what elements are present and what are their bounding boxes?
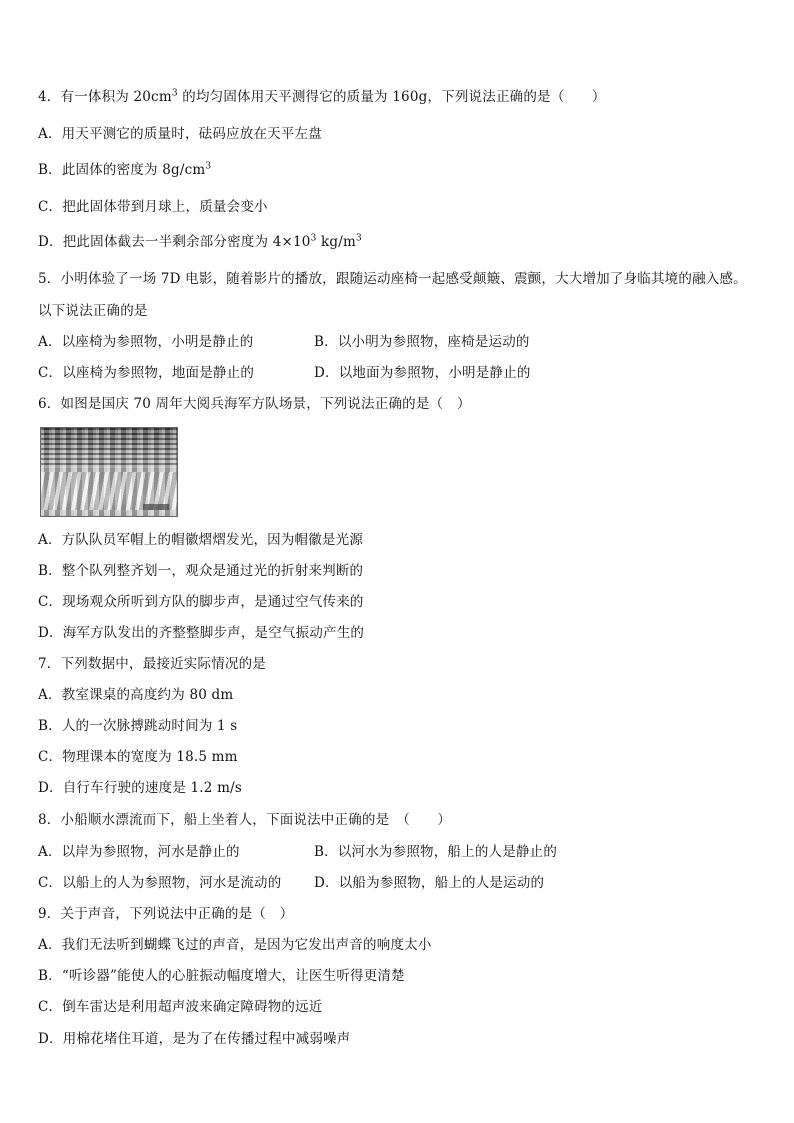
q4-option-d: D．把此固体截去一半剩余部分密度为 $4\times 10^3$ $kg/m^3$ — [38, 233, 362, 250]
q9-option-c: C．倒车雷达是利用超声波来确定障碍物的远近 — [38, 999, 323, 1015]
q8-stem: 8．小船顺水漂流而下，船上坐着人，下面说法中正确的是 （ ） — [38, 812, 452, 828]
q9-stem: 9．关于声音，下列说法中正确的是（ ） — [38, 906, 294, 922]
q7-option-c: C．物理课本的宽度为 18.5 mm — [38, 749, 238, 765]
q6-option-d: D．海军方队发出的齐整整脚步声，是空气振动产生的 — [38, 625, 365, 641]
q8-option-b: B．以河水为参照物，船上的人是静止的 — [314, 844, 558, 860]
q8-option-d: D．以船为参照物，船上的人是运动的 — [314, 875, 545, 891]
q7-option-d: D．自行车行驶的速度是 1.2 m/s — [38, 780, 242, 796]
q5-option-c: C．以座椅为参照物，地面是静止的 — [38, 365, 255, 381]
q4-option-a: A．用天平测它的质量时，砝码应放在天平左盘 — [38, 126, 322, 142]
q5-option-a: A．以座椅为参照物，小明是静止的 — [38, 334, 254, 350]
parade-photo — [40, 427, 178, 517]
q6-option-b: B．整个队列整齐划一，观众是通过光的折射来判断的 — [38, 563, 364, 579]
q8-option-c: C．以船上的人为参照物，河水是流动的 — [38, 875, 282, 891]
q4-stem: 4．有一体积为 $20cm^3$ 的均匀固体用天平测得它的质量为 160g，下列说法正确的是（ ） — [38, 88, 606, 105]
q6-option-a: A．方队队员军帽上的帽徽熠熠发光，因为帽徽是光源 — [38, 532, 364, 548]
q7-option-a: A．教室课桌的高度约为 80 dm — [38, 687, 234, 703]
q8-option-a: A．以岸为参照物，河水是静止的 — [38, 844, 240, 860]
q9-option-b: B．“听诊器”能使人的心脏振动幅度增大，让医生听得更清楚 — [38, 968, 405, 984]
q5-stem-line1: 5．小明体验了一场 7D 电影，随着影片的播放，跟随运动座椅一起感受颠簸、震颤，大大增加了身临其境的融入感。 — [38, 271, 747, 287]
q6-stem: 6．如图是国庆 70 周年大阅兵海军方队场景，下列说法正确的是（ ） — [38, 396, 471, 412]
q7-stem: 7．下列数据中，最接近实际情况的是 — [38, 656, 266, 672]
q4-option-b: B．此固体的密度为 $8g/cm^3$ — [38, 161, 212, 178]
q5-option-b: B．以小明为参照物，座椅是运动的 — [314, 334, 530, 350]
q9-option-a: A．我们无法听到蝴蝶飞过的声音，是因为它发出声音的响度太小 — [38, 937, 432, 953]
q5-stem-line2: 以下说法正确的是 — [38, 303, 148, 319]
q7-option-b: B．人的一次脉搏跳动时间为 1 s — [38, 718, 238, 734]
q5-option-d: D．以地面为参照物，小明是静止的 — [314, 365, 531, 381]
watermark-mark — [143, 504, 169, 510]
q4-option-c: C．把此固体带到月球上，质量会变小 — [38, 199, 268, 215]
q6-option-c: C．现场观众所听到方队的脚步声，是通过空气传来的 — [38, 594, 364, 610]
q9-option-d: D．用棉花堵住耳道，是为了在传播过程中减弱噪声 — [38, 1031, 351, 1047]
